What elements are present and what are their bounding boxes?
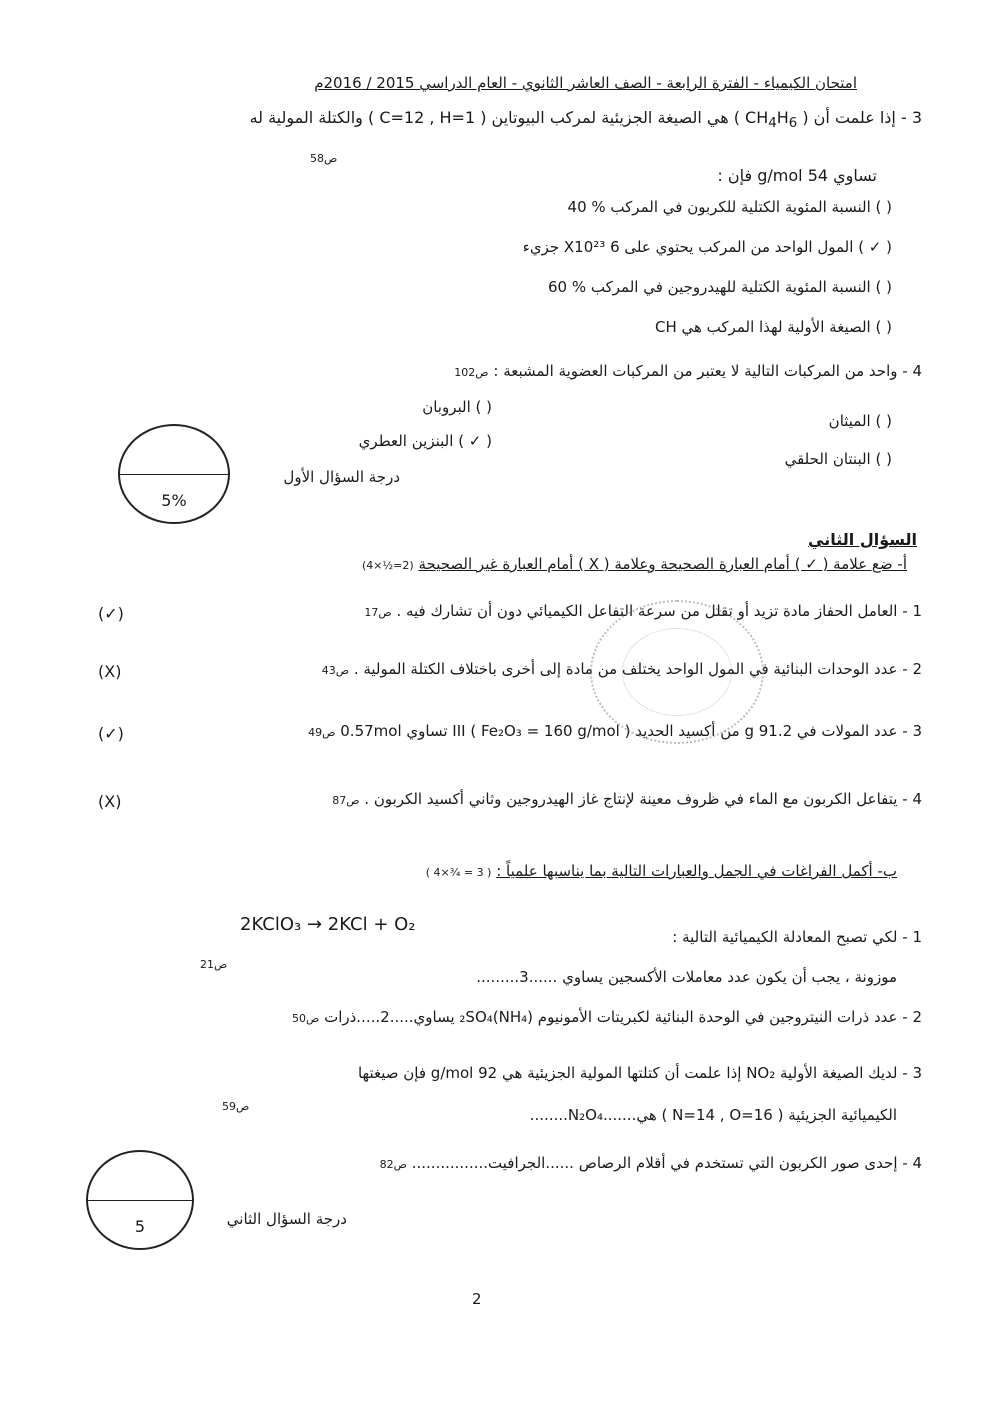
option-mark: ( ): [875, 278, 892, 296]
q1-grade-label: درجة السؤال الأول: [283, 468, 400, 486]
formula-h: H: [776, 108, 789, 127]
item-ref: ص21: [200, 958, 228, 971]
option-mark: ( ✓ ): [458, 432, 492, 450]
q1-item4-stem-line: [454, 362, 922, 380]
item-text: لديك الصيغة الأولية NO₂ إذا علمت أن كتلتها المولية الجزيئية هي 92 g/mol فإن صيغتها: [357, 1064, 898, 1082]
item-number: 4 -: [902, 790, 922, 808]
q2-partA-answer: (✓): [98, 604, 124, 623]
q1-item4-option: [422, 398, 492, 416]
option-text: النسبة المئوية الكتلية للهيدروجين في المركب % 60: [548, 278, 871, 296]
q1-item4-ref: ص102: [454, 366, 489, 379]
q1-item3-option: [523, 238, 892, 256]
q1-item4-option: [359, 432, 492, 450]
item-text: عدد الوحدات البنائية في المول الواحد يختلف من مادة إلى أخرى باختلاف الكتلة المولية .: [353, 660, 898, 678]
option-text: الميثان: [828, 412, 871, 430]
equation-text: 2KClO₃ → 2KCl + O₂: [240, 914, 416, 935]
q2-partB-item3: [358, 1064, 922, 1082]
option-text: المول الواحد من المركب يحتوي على 6 X10²³ جزيء: [522, 238, 854, 256]
q1-item3-stem-a: إذا علمت أن ( C: [745, 108, 896, 127]
item-ref: ص43: [321, 664, 350, 677]
item-text: عدد المولات في 91.2 g من أكسيد الحديد III ( Fe₂O₃ = 160 g/mol ) تساوي 0.57mol: [340, 722, 898, 740]
q2-partB-item2: [292, 1008, 922, 1026]
q2-partB-points: ( 3 = ¾×4 ): [425, 866, 492, 879]
option-text: النسبة المئوية الكتلية للكربون في المركب % 40: [567, 198, 871, 216]
item-number: 4 -: [902, 1154, 922, 1172]
option-text: البنزين العطري: [358, 432, 454, 450]
item-ref: ص59: [222, 1100, 250, 1113]
q2-partA-item: [308, 722, 922, 740]
item-text: يتفاعل الكربون مع الماء في ظروف معينة لإنتاج غاز الهيدروجين وثاني أكسيد الكربون .: [364, 790, 898, 808]
q2-grade-circle: [86, 1150, 194, 1250]
option-text: البنتان الحلقي: [784, 450, 871, 468]
page-number: 2: [472, 1290, 482, 1308]
q2-grade-value: 5: [134, 1217, 146, 1236]
item-number: 2 -: [902, 1008, 922, 1026]
option-mark: ( ): [875, 412, 892, 430]
option-mark: ( ): [875, 318, 892, 336]
formula-h: H: [756, 108, 769, 127]
option-mark: ( ✓ ): [858, 238, 892, 256]
item-number: 2 -: [902, 660, 922, 678]
item-ref: ص82: [379, 1158, 407, 1171]
item-text-continued: الكيميائية الجزيئية ( N=14 , O=16 ) هي.......N₂O₄........: [529, 1106, 897, 1124]
page-header: امتحان الكيمياء - الفترة الرابعة - الصف العاشر الثانوي - العام الدراسي 2015 / 2016م: [314, 74, 857, 92]
item-text: العامل الحفاز مادة تزيد أو تقلل من سرعة التفاعل الكيميائي دون أن تشارك فيه .: [396, 602, 898, 620]
q1-item4-option: [785, 450, 892, 468]
q2-partB-instruction: ب- أكمل الفراغات في الجمل والعبارات التالية بما يناسبها علمياً :: [496, 862, 897, 880]
q1-item3-option: [568, 198, 892, 216]
q1-item3-option: [655, 318, 892, 336]
option-mark: ( ): [875, 198, 892, 216]
q2-partB-item4: [380, 1154, 922, 1172]
item-number: 3 -: [902, 1064, 922, 1082]
q1-item3-number: 3 -: [900, 108, 922, 127]
item-text: لكي تصبح المعادلة الكيميائية التالية :: [672, 928, 898, 946]
q2-partA-points: (2=½×4): [361, 559, 414, 572]
q2-partA-answer: (✓): [98, 724, 124, 743]
option-text: الصيغة الأولية لهذا المركب هي CH: [654, 318, 871, 336]
formula-sub2: 6: [788, 116, 798, 132]
q2-grade-label: درجة السؤال الثاني: [226, 1210, 347, 1228]
q1-item4-stem: واحد من المركبات التالية لا يعتبر من المركبات العضوية المشبعة :: [493, 362, 898, 380]
q2-partA-answer: (X): [98, 792, 122, 811]
item-ref: ص50: [291, 1012, 320, 1025]
q1-item4-number: 4 -: [902, 362, 922, 380]
q1-grade-value: 5%: [161, 491, 187, 510]
formula-sub: 4: [768, 116, 777, 132]
q1-item4-option: [829, 412, 892, 430]
item-ref: ص87: [332, 794, 360, 807]
q1-item3-stem-b: ) هي الصيغة الجزيئية لمركب البيوتاين ( C=12 , H=1 ) والكتلة المولية له: [249, 108, 740, 127]
official-stamp: [590, 600, 764, 744]
option-mark: ( ): [475, 398, 492, 416]
q1-grade-circle: [118, 424, 230, 524]
q2-partA-item: [332, 790, 922, 808]
q2-partA-instruction: أ- ضع علامة ( ✓ ) أمام العبارة الصحيحة وعلامة ( X ) أمام العبارة غير الصحيحة: [418, 555, 907, 573]
item-ref: ص49: [308, 726, 336, 739]
q1-item3-line1: [250, 108, 922, 131]
item-ref: ص17: [364, 606, 392, 619]
q2-partB-item1: [672, 928, 922, 946]
equation: [240, 914, 416, 935]
q1-item3-ref: ص58: [310, 152, 338, 165]
option-text: البروبان: [422, 398, 471, 416]
item-number: 1 -: [902, 602, 922, 620]
q2-partB-instruction-line: [426, 862, 897, 880]
item-text-continued: موزونة ، يجب أن يكون عدد معاملات الأكسجين يساوي ......3.........: [476, 968, 897, 986]
item-number: 3 -: [902, 722, 922, 740]
q2-partA-instruction-line: [362, 555, 907, 573]
q1-item3-option: [548, 278, 892, 296]
item-number: 1 -: [902, 928, 922, 946]
q2-title: السؤال الثاني: [808, 530, 917, 549]
option-mark: ( ): [875, 450, 892, 468]
q2-partA-answer: (X): [98, 662, 122, 681]
q1-item3-stem-c: تساوي 54 g/mol فإن :: [717, 166, 877, 185]
item-text: إحدى صور الكربون التي تستخدم في أقلام الرصاص ......الجرافيت................: [411, 1154, 898, 1172]
item-text: عدد ذرات النيتروجين في الوحدة البنائية لكبريتات الأمونيوم (NH₄)₂SO₄ يساوي.....2.....ذرات: [324, 1008, 898, 1026]
